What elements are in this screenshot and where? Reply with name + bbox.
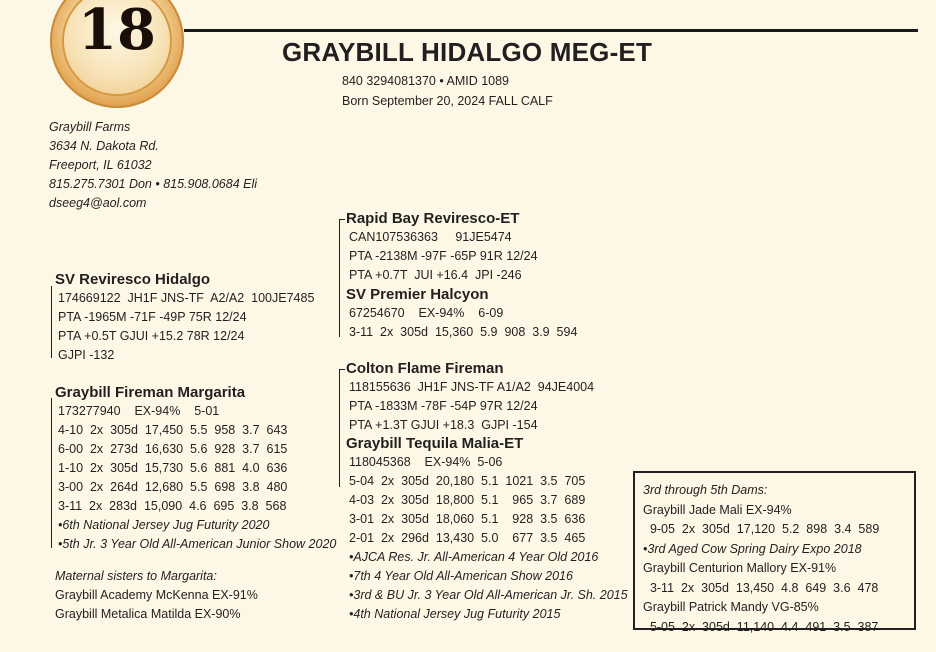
consignor-phones: 815.275.7301 Don • 815.908.0684 Eli: [49, 177, 258, 191]
dams-sire-name: Colton Flame Fireman: [346, 360, 504, 377]
dam-record: 3-11 2x 283d 15,090 4.6 695 3.8 568: [58, 499, 287, 513]
sire-line: PTA +0.5T GJUI +15.2 78R 12/24: [58, 329, 245, 343]
consignor-block: [49, 118, 257, 213]
sires-sire-line: PTA -2138M -97F -65P 91R 12/24: [349, 249, 538, 263]
sires-dam-line: 67254670 EX-94% 6-09: [349, 306, 504, 320]
dam-honor: •5th Jr. 3 Year Old All-American Junior Show 2020: [58, 537, 337, 551]
sires-dam-line: 3-11 2x 305d 15,360 5.9 908 3.9 594: [349, 325, 578, 339]
sire-name: SV Reviresco Hidalgo: [55, 271, 211, 288]
sires-sire-block: [346, 209, 538, 285]
deep-dam-line: •3rd Aged Cow Spring Dairy Expo 2018: [643, 541, 862, 556]
dams-sire-block: [346, 359, 594, 435]
deep-dam-line: 3-11 2x 305d 13,450 4.8 649 3.6 478: [643, 580, 879, 595]
consignor-farm: Graybill Farms: [49, 120, 131, 134]
dams-sire-line: PTA -1833M -78F -54P 97R 12/24: [349, 399, 538, 413]
dams-sire-line: 118155636 JH1F JNS-TF A1/A2 94JE4004: [349, 380, 595, 394]
dams-dam-honor: •3rd & BU Jr. 3 Year Old All-American Jr. Sh. 2015: [349, 588, 628, 602]
dams-dam-honor: •7th 4 Year Old All-American Show 2016: [349, 569, 573, 583]
sires-dam-name: SV Premier Halcyon: [346, 286, 489, 303]
maternal-sister: Graybill Metalica Matilda EX-90%: [55, 607, 241, 621]
sires-sire-line: PTA +0.7T JUI +16.4 JPI -246: [349, 268, 522, 282]
deep-dam-line: Graybill Patrick Mandy VG-85%: [643, 600, 819, 614]
animal-id-line: 840 3294081370 • AMID 1089: [342, 74, 510, 88]
deep-dam-line: Graybill Centurion Mallory EX-91%: [643, 561, 837, 575]
sire-bracket-top: [339, 219, 345, 220]
consignor-city: Freeport, IL 61032: [49, 158, 152, 172]
dam-honor: •6th National Jersey Jug Futurity 2020: [58, 518, 270, 532]
deep-dam-line: 9-05 2x 305d 17,120 5.2 898 3.4 589: [643, 522, 880, 536]
dams-dam-record: 5-04 2x 305d 20,180 5.1 1021 3.5 705: [349, 474, 586, 488]
consignor-street: 3634 N. Dakota Rd.: [49, 139, 159, 153]
deep-dams-heading: 3rd through 5th Dams:: [643, 483, 768, 497]
dam-bracket-top: [339, 369, 345, 370]
maternal-sister: Graybill Academy McKenna EX-91%: [55, 588, 258, 602]
lot-number-medal: [50, 0, 184, 108]
sire-left-line: [51, 286, 52, 358]
dams-dam-honor: •AJCA Res. Jr. All-American 4 Year Old 2016: [349, 550, 599, 564]
dam-block: [55, 383, 336, 554]
lot-number: 18: [78, 0, 156, 63]
sire-bracket-line: [339, 219, 340, 337]
dams-dam-line: 118045368 EX-94% 5-06: [349, 455, 503, 469]
dam-record: 3-00 2x 264d 12,680 5.5 698 3.8 480: [58, 480, 288, 494]
dam-record: 6-00 2x 273d 16,630 5.6 928 3.7 615: [58, 442, 288, 456]
dam-left-line: [51, 398, 52, 548]
sire-line: GJPI -132: [58, 348, 115, 362]
sires-dam-block: [346, 285, 577, 342]
dams-dam-record: 2-01 2x 296d 13,430 5.0 677 3.5 465: [349, 531, 586, 545]
dam-line: 173277940 EX-94% 5-01: [58, 404, 220, 418]
dam-bracket-line: [339, 369, 340, 487]
animal-born-line: Born September 20, 2024 FALL CALF: [342, 94, 553, 108]
sire-line: 174669122 JH1F JNS-TF A2/A2 100JE7485: [58, 291, 315, 305]
sires-sire-name: Rapid Bay Reviresco-ET: [346, 210, 520, 227]
header-rule: [184, 29, 918, 32]
dams-dam-record: 3-01 2x 305d 18,060 5.1 928 3.5 636: [349, 512, 586, 526]
maternal-sisters-block: [55, 567, 258, 624]
dam-record: 4-10 2x 305d 17,450 5.5 958 3.7 643: [58, 423, 288, 437]
dams-dam-honor: •4th National Jersey Jug Futurity 2015: [349, 607, 561, 621]
dams-dam-name: Graybill Tequila Malia-ET: [346, 435, 524, 452]
dam-record: 1-10 2x 305d 15,730 5.6 881 4.0 636: [58, 461, 288, 475]
deep-dams-box: [633, 471, 916, 634]
deep-dam-line: Graybill Jade Mali EX-94%: [643, 502, 792, 517]
deep-dam-line: 5-05 2x 305d 11,140 4.4 491 3.5 387: [643, 619, 879, 634]
sire-block: [55, 270, 314, 365]
sires-sire-line: CAN107536363 91JE5474: [349, 230, 512, 244]
sire-line: PTA -1965M -71F -49P 75R 12/24: [58, 310, 247, 324]
maternal-sisters-heading: Maternal sisters to Margarita:: [55, 569, 217, 583]
dams-sire-line: PTA +1.3T GJUI +18.3 GJPI -154: [349, 418, 538, 432]
dams-dam-block: [346, 434, 628, 624]
consignor-email: dseeg4@aol.com: [49, 196, 147, 210]
animal-name: GRAYBILL HIDALGO MEG-ET: [282, 37, 653, 67]
dams-dam-record: 4-03 2x 305d 18,800 5.1 965 3.7 689: [349, 493, 586, 507]
dam-name: Graybill Fireman Margarita: [55, 384, 246, 401]
